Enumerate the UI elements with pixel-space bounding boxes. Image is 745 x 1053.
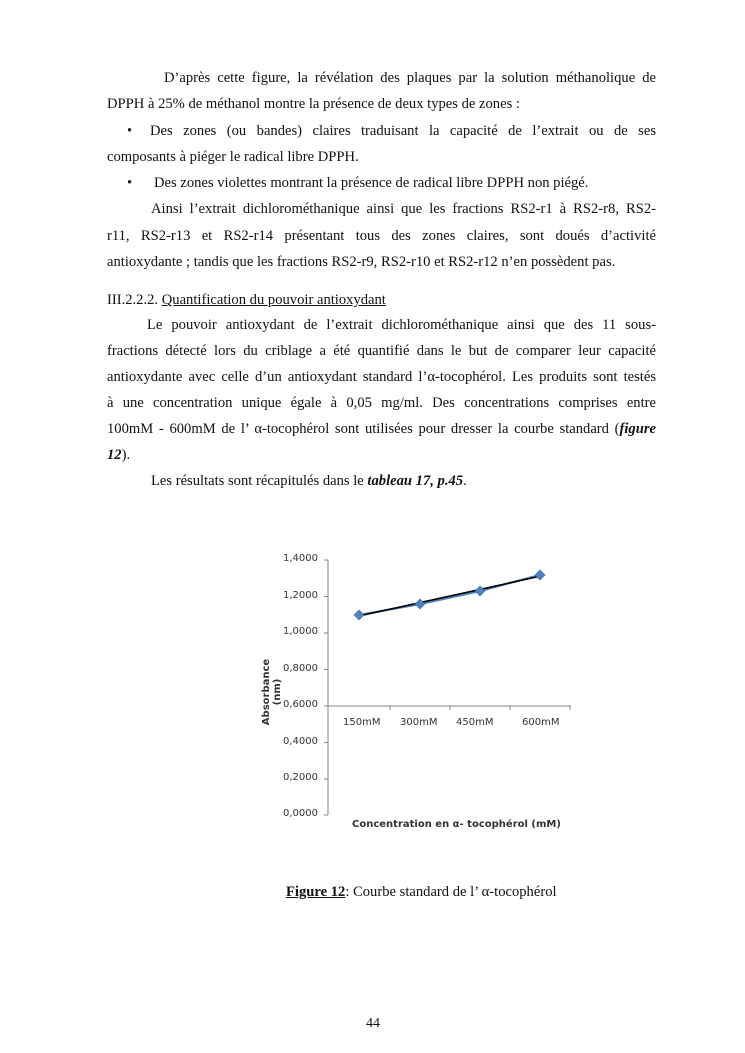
page-number: 44 — [366, 1016, 380, 1031]
figure-caption — [286, 884, 557, 901]
table-reference: tableau 17, p.45 — [367, 473, 464, 489]
paragraph-3-line-3: antioxydante avec celle d’un antioxydant standard l’α-tocophérol. Les produits sont testés — [107, 369, 656, 385]
figure-caption-text: : Courbe standard de l’ α-tocophérol — [345, 884, 557, 900]
figure-reference-number: 12 — [107, 447, 122, 463]
paragraph-2-line-3: antioxydante ; tandis que les fractions RS2-r9, RS2-r10 et RS2-r12 n’en possèdent pas. — [107, 254, 616, 270]
paragraph-4-text: Les résultats sont récapitulés dans le — [151, 473, 368, 489]
paragraph-1-line-2: DPPH à 25% de méthanol montre la présence de deux types de zones : — [107, 96, 520, 112]
diamond-marker-icon — [354, 610, 364, 620]
y-tick-label: 0,6000 — [283, 699, 318, 710]
x-category-label: 150mM — [343, 717, 381, 728]
paragraph-3-line-4: à une concentration unique égale à 0,05 mg/ml. Des concentrations comprises entre — [107, 395, 656, 411]
y-tick-label: 0,8000 — [283, 663, 318, 674]
bullet-icon: • — [127, 175, 133, 191]
y-tick-label: 0,4000 — [283, 736, 318, 747]
x-axis-title: Concentration en α- tocophérol (mM) — [352, 819, 561, 830]
y-tick-label: 1,0000 — [283, 626, 318, 637]
paragraph-1-line-1: D’après cette figure, la révélation des plaques par la solution méthanolique de — [164, 70, 656, 86]
y-tick-label: 1,4000 — [283, 553, 318, 564]
bullet-1-line-2: composants à piéger le radical libre DPPH. — [107, 149, 359, 165]
y-tick-label: 0,2000 — [283, 772, 318, 783]
bullet-2-line-1: Des zones violettes montrant la présence de radical libre DPPH non piégé. — [154, 175, 589, 191]
x-category-label: 300mM — [400, 717, 438, 728]
diamond-marker-icon — [415, 599, 425, 609]
paragraph-4-tail: . — [463, 473, 467, 489]
diamond-marker-icon — [475, 586, 485, 596]
x-category-label: 600mM — [522, 717, 560, 728]
data-series-line — [359, 575, 540, 615]
y-tick-label: 1,2000 — [283, 590, 318, 601]
y-axis-title: Absorbance (nm) — [261, 658, 283, 726]
bullet-1-line-1: Des zones (ou bandes) claires traduisant la capacité de l’extrait ou de ses — [150, 123, 656, 139]
paragraph-2-line-1: Ainsi l’extrait dichlorométhanique ainsi que les fractions RS2-r1 à RS2-r8, RS2- — [151, 201, 656, 217]
paragraph-3-line-2: fractions détecté lors du criblage a été quantifié dans le but de comparer leur capacité — [107, 343, 656, 359]
diamond-marker-icon — [535, 570, 545, 580]
figure-caption-label: Figure 12 — [286, 884, 346, 900]
figure-reference: figure — [619, 421, 656, 437]
bullet-icon: • — [127, 123, 133, 139]
x-category-label: 450mM — [456, 717, 494, 728]
paragraph-3-line-5-text: 100mM - 600mM de l’ α-tocophérol sont utilisées pour dresser la courbe standard ( — [107, 421, 620, 437]
x-axis-ticks — [390, 706, 570, 710]
y-tick-label: 0,0000 — [283, 808, 318, 819]
paragraph-3-line-6-tail: ). — [121, 447, 131, 463]
section-title: Quantification du pouvoir antioxydant — [161, 292, 386, 308]
trend-line — [359, 576, 541, 616]
paragraph-2-line-2: r11, RS2-r13 et RS2-r14 présentant tous des zones claires, sont doués d’activité — [107, 228, 656, 244]
section-number: III.2.2.2. — [107, 292, 159, 308]
paragraph-3-line-1: Le pouvoir antioxydant de l’extrait dichlorométhanique ainsi que des 11 sous- — [147, 317, 656, 333]
diamond-markers — [354, 570, 545, 620]
y-axis-ticks — [324, 560, 328, 815]
